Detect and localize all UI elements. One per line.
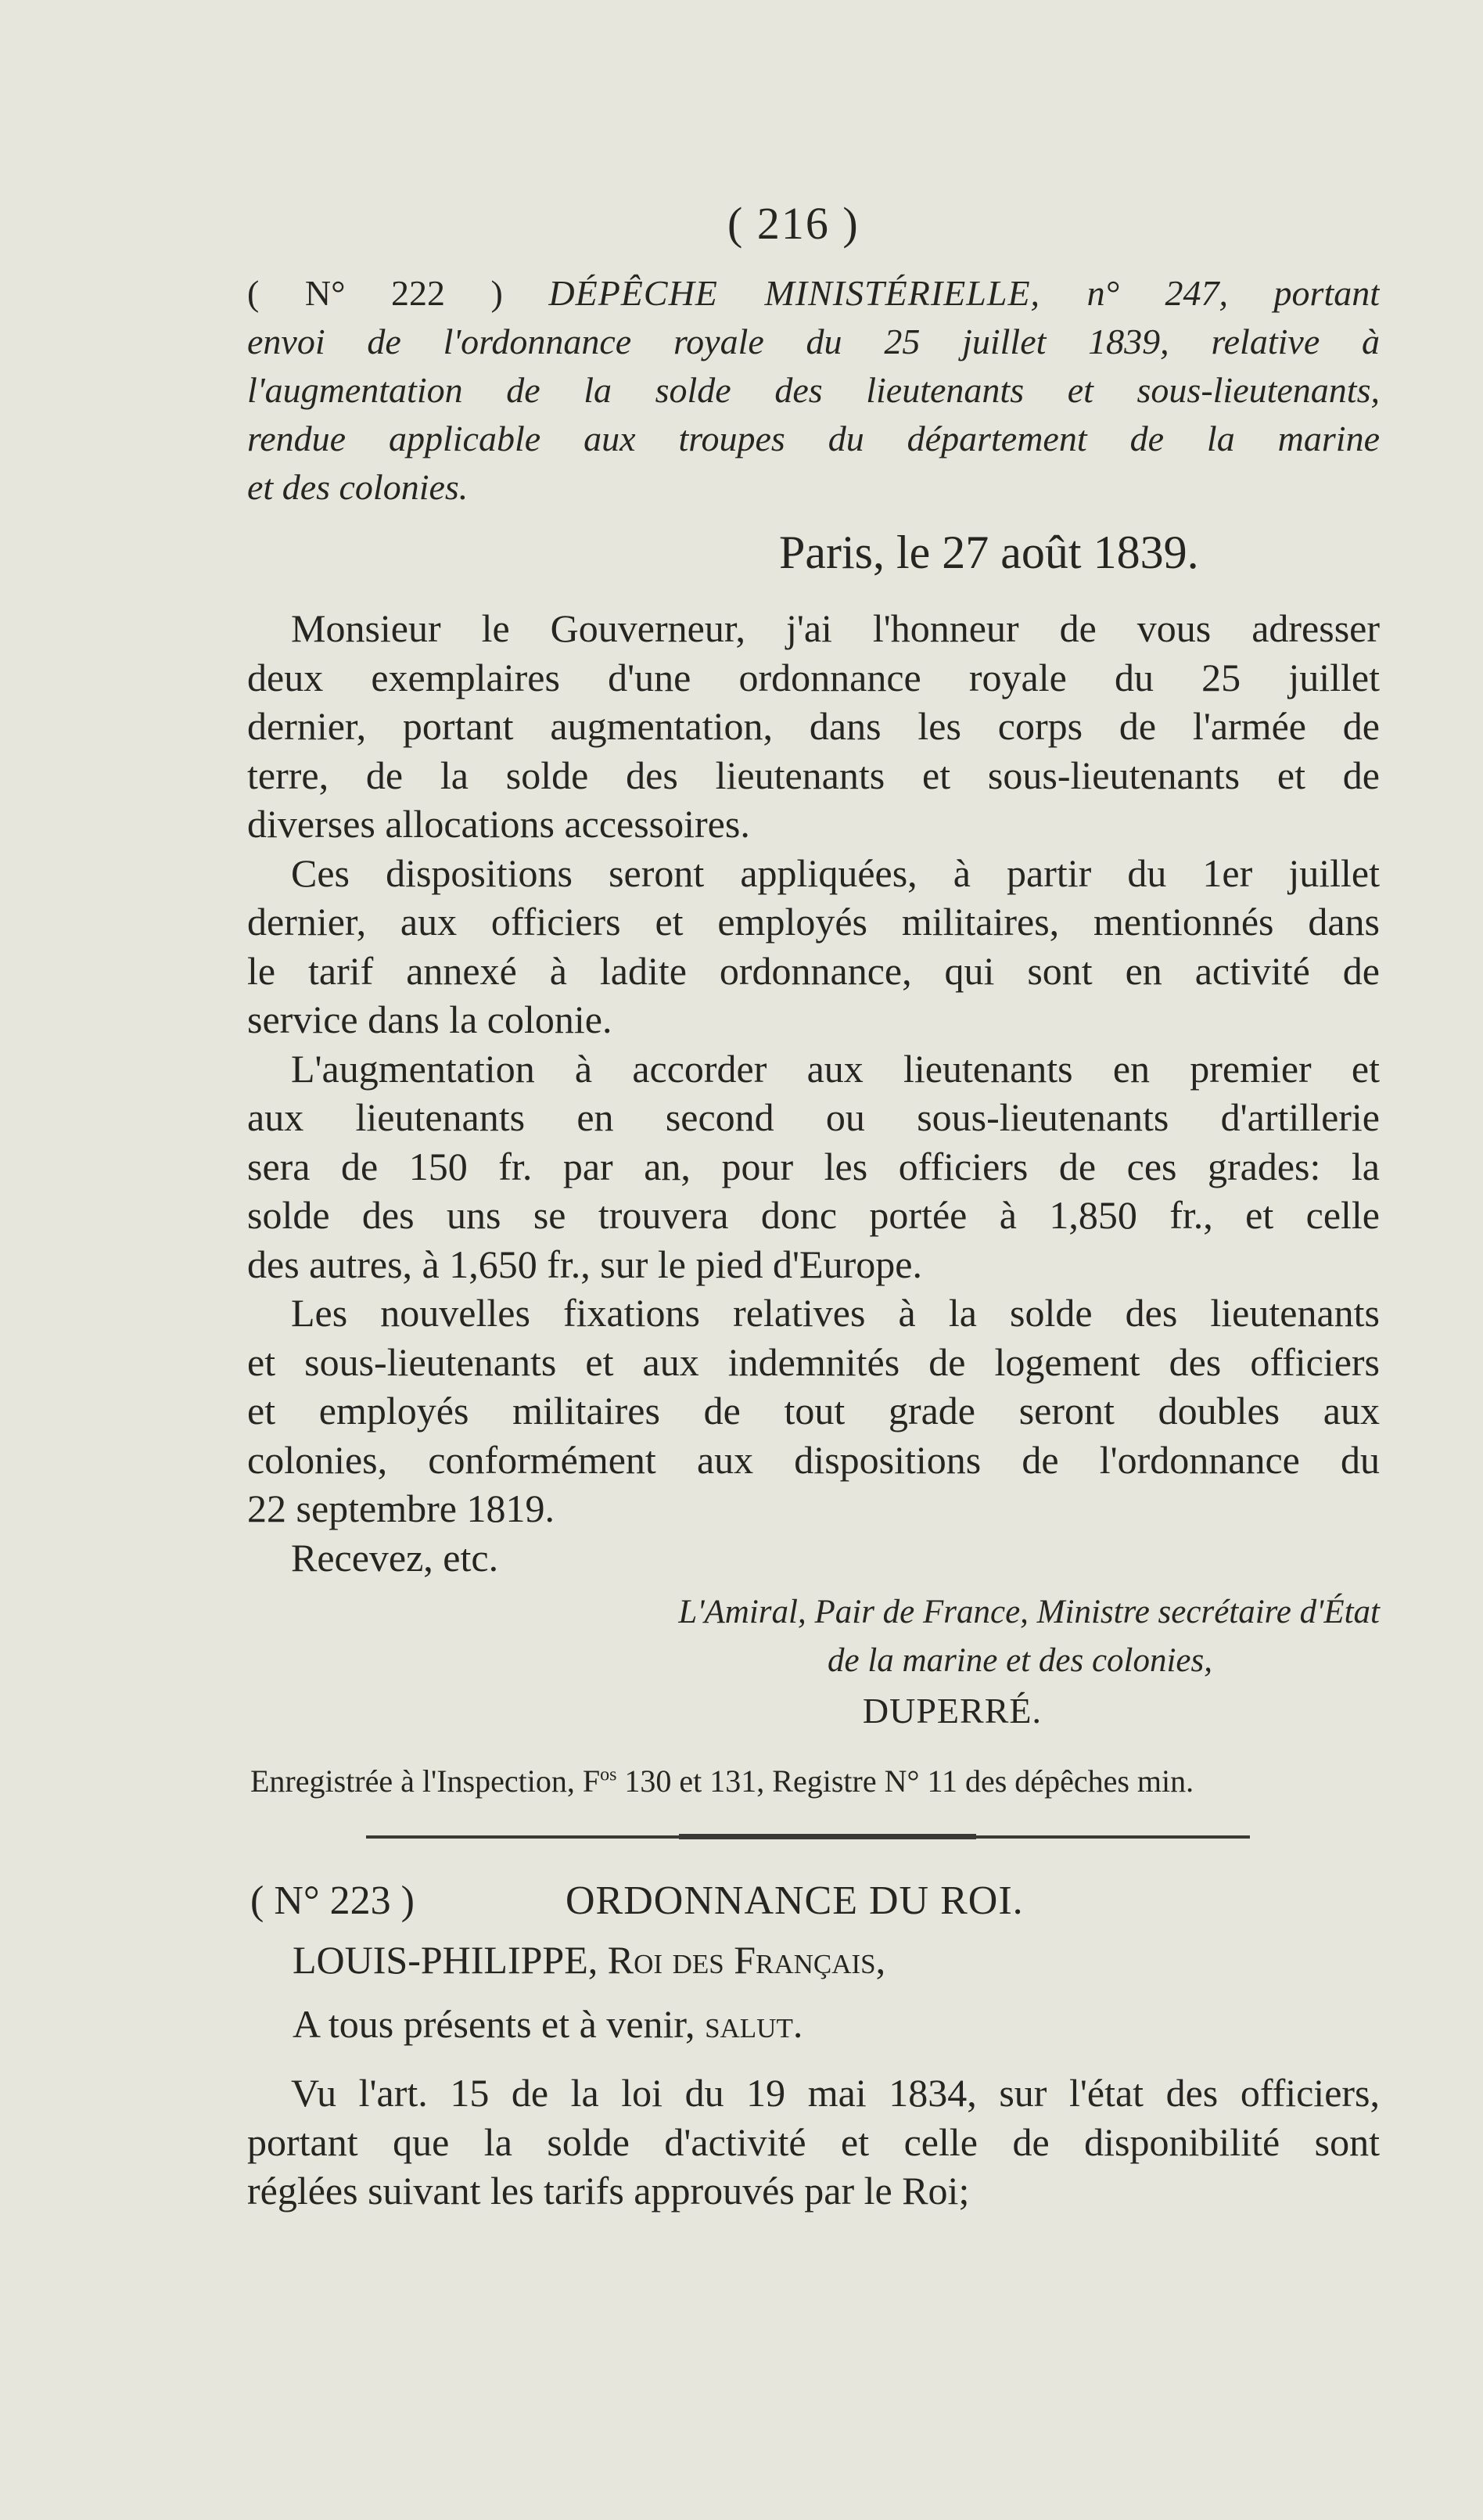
body-line: terre, de la solde des lieutenants et sous-lieutenants et de	[247, 753, 1380, 797]
body-line: colonies, conformément aux dispositions de l'ordonnance du	[247, 1437, 1380, 1482]
body-line: dernier, portant augmentation, dans les corps de l'armée de	[247, 704, 1380, 748]
ordinance-preamble	[247, 2069, 1380, 2216]
preamble-line: Vu l'art. 15 de la loi du 19 mai 1834, sur l'état des officiers,	[291, 2071, 1380, 2115]
preamble-line: réglées suivant les tarifs approuvés par le Roi;	[247, 2169, 970, 2213]
registration-superscript: os	[600, 1764, 617, 1785]
registration-text: Enregistrée à l'Inspection, F	[250, 1763, 601, 1799]
heading-text: n° 247, portant	[1086, 273, 1380, 313]
dateline: Paris, le 27 août 1839.	[779, 527, 1199, 578]
body-line: et sous-lieutenants et aux indemnités de logement des officiers	[247, 1339, 1380, 1384]
entry-number: ( N° 223 )	[250, 1878, 415, 1923]
king-title: Roi des Français,	[607, 1938, 886, 1982]
letter-body	[247, 604, 1380, 1582]
entry-number: ( N° 222 )	[247, 273, 503, 313]
king-line	[293, 1937, 885, 1983]
signature-title: L'Amiral, Pair de France, Ministre secrétaire d'État	[678, 1594, 1380, 1630]
body-line: service dans la colonie.	[247, 998, 612, 1041]
entry-222-heading	[247, 269, 1380, 512]
body-line: sera de 150 fr. par an, pour les officiers de ces grades: la	[247, 1144, 1380, 1188]
heading-line: envoi de l'ordonnance royale du 25 juillet 1839, relative à	[247, 322, 1380, 361]
heading-line: rendue applicable aux troupes du département de la marine	[247, 419, 1380, 458]
body-line: Recevez, etc.	[291, 1535, 499, 1580]
body-line: dernier, aux officiers et employés militaires, mentionnés dans	[247, 900, 1380, 944]
signature-name: DUPERRÉ.	[862, 1691, 1042, 1731]
salutation-line	[293, 2001, 803, 2047]
heading-line: l'augmentation de la solde des lieutenants et sous-lieutenants,	[247, 370, 1380, 410]
body-line: et employés militaires de tout grade seront doubles aux	[247, 1389, 1380, 1433]
page-number: ( 216 )	[727, 198, 860, 249]
body-line: Les nouvelles fixations relatives à la solde des lieutenants	[291, 1291, 1380, 1335]
heading-line	[247, 269, 1380, 318]
body-line: le tarif annexé à ladite ordonnance, qui sont en activité de	[247, 948, 1380, 993]
body-line: solde des uns se trouvera donc portée à 1,850 fr., et celle	[247, 1193, 1380, 1237]
separator-rule	[366, 1835, 1250, 1839]
registration-note	[250, 1763, 1194, 1799]
king-name: LOUIS-PHILIPPE,	[293, 1938, 608, 1982]
body-line: L'augmentation à accorder aux lieutenants en premier et	[291, 1046, 1380, 1091]
body-line: 22 septembre 1819.	[247, 1486, 555, 1530]
registration-text-end: 130 et 131, Registre N° 11 des dépêches min.	[616, 1763, 1194, 1799]
preamble-line: portant que la solde d'activité et celle de disponibilité sont	[247, 2119, 1380, 2164]
salutation-word: salut.	[705, 2002, 803, 2046]
body-line: deux exemplaires d'une ordonnance royale du 25 juillet	[247, 655, 1380, 699]
body-line: aux lieutenants en second ou sous-lieutenants d'artillerie	[247, 1095, 1380, 1139]
body-line: Monsieur le Gouverneur, j'ai l'honneur de vous adresser	[291, 606, 1380, 650]
body-line: Ces dispositions seront appliquées, à partir du 1er juillet	[291, 850, 1380, 895]
signature-title-continued: de la marine et des colonies,	[827, 1642, 1212, 1679]
body-line: des autres, à 1,650 fr., sur le pied d'Europe.	[247, 1242, 922, 1286]
entry-title: ORDONNANCE DU ROI.	[566, 1878, 1024, 1923]
salutation-text: A tous présents et à venir,	[293, 2002, 706, 2046]
heading-line: et des colonies.	[247, 467, 469, 507]
entry-title: DÉPÊCHE MINISTÉRIELLE,	[548, 273, 1087, 313]
body-line: diverses allocations accessoires.	[247, 802, 750, 846]
